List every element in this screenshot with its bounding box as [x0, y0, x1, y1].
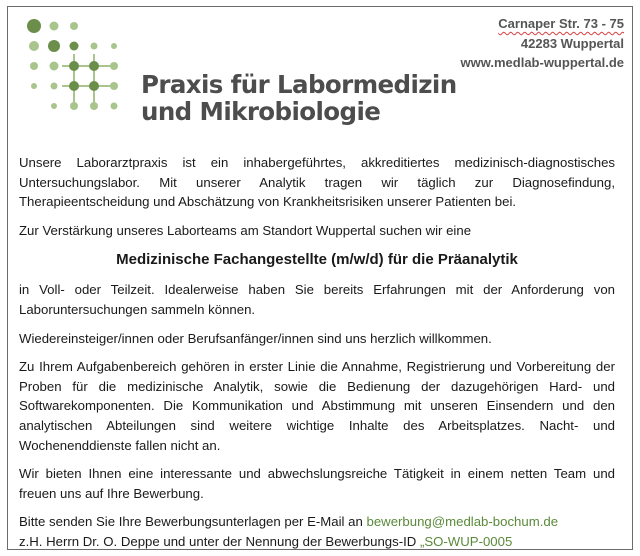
logo-dot	[70, 42, 79, 51]
logo-dot	[89, 81, 99, 91]
apply-email-link[interactable]: bewerbung@medlab-bochum.de	[366, 514, 559, 530]
logo-dot	[30, 62, 38, 70]
welcome-paragraph: Wiedereinsteiger/innen oder Berufsanfänger/innen sind uns herzlich willkommen.	[19, 330, 492, 346]
logo-dot	[51, 83, 58, 90]
logo-dot	[31, 83, 37, 89]
brand-line-1: Praxis für Labormedizin	[141, 70, 457, 99]
logo-dot	[51, 103, 57, 109]
dot-grid-logo-icon	[22, 14, 134, 126]
logo-dot	[27, 19, 41, 33]
logo-dot	[69, 81, 79, 91]
address-website[interactable]: www.medlab-wuppertal.de	[460, 55, 624, 70]
logo-dot	[110, 82, 118, 90]
offer-paragraph: Wir bieten Ihnen eine interessante und abwechslungsreiche Tätigkeit in einem netten Team und freuen uns auf Ihre Bewerbung.	[19, 466, 615, 501]
logo-dots	[27, 19, 118, 110]
address-block	[461, 14, 624, 73]
logo-dot	[48, 40, 60, 52]
logo-dot	[69, 61, 79, 71]
job-posting-body	[19, 153, 615, 552]
logo-dot	[111, 103, 118, 110]
intro-paragraph: Unsere Laborarztpraxis ist ein inhabergeführtes, akkreditiertes medizinisch-diagnostisches Untersuchungslabor. Mit unserer Analytik tragen wir täglich zur Diagnosefindung, Therapieentscheidung und Abschätzung von Krankheitsrisiken unserer Patienten bei.	[19, 155, 615, 210]
address-street: Carnaper Str. 73 - 75	[498, 16, 624, 31]
logo-dot	[90, 102, 98, 110]
logo-dot	[50, 62, 59, 71]
logo-dot	[70, 102, 78, 110]
job-title: Medizinische Fachangestellte (m/w/d) für die Präanalytik	[116, 251, 518, 269]
address-city: 42283 Wuppertal	[520, 35, 624, 51]
logo-dot	[89, 61, 99, 71]
logo-dot	[70, 22, 78, 30]
apply-paragraph	[19, 512, 615, 551]
logo-dot	[50, 22, 59, 31]
logo-dot	[110, 62, 118, 70]
apply-id: „SO-WUP-0005	[419, 533, 513, 549]
reinforcement-paragraph: Zur Verstärkung unseres Laborteams am Standort Wuppertal suchen wir eine	[19, 222, 472, 238]
logo-dot	[111, 43, 117, 49]
logo-connectors	[62, 54, 114, 106]
brand-name	[141, 71, 461, 125]
logo-dot	[91, 43, 98, 50]
employment-paragraph: in Voll- oder Teilzeit. Idealerweise haben Sie bereits Erfahrungen mit der Anforderung von Laboruntersuchungen sammeln können.	[19, 282, 615, 317]
apply-prefix: Bitte senden Sie Ihre Bewerbungsunterlagen per E-Mail an	[19, 514, 363, 530]
logo-dot	[29, 41, 39, 51]
brand-line-2: und Mikrobiologie	[141, 97, 381, 126]
tasks-paragraph: Zu Ihrem Aufgabenbereich gehören in erster Linie die Annahme, Registrierung und Vorbereitung der Proben für die medizinische Analytik, sowie die Bedienung der dazugehörigen Hard- und Softwarekomponenten. Die Kommunikation und Abstimmung mit unseren Einsendern und den analytischen Abteilungen sind weitere wichtige Inhalte des Arbeitsplatzes. Nacht- und Wochenenddienste fallen nicht an.	[19, 359, 615, 453]
apply-contact: z.H. Herrn Dr. O. Deppe und unter der Nennung der Bewerbungs-ID	[19, 533, 417, 549]
